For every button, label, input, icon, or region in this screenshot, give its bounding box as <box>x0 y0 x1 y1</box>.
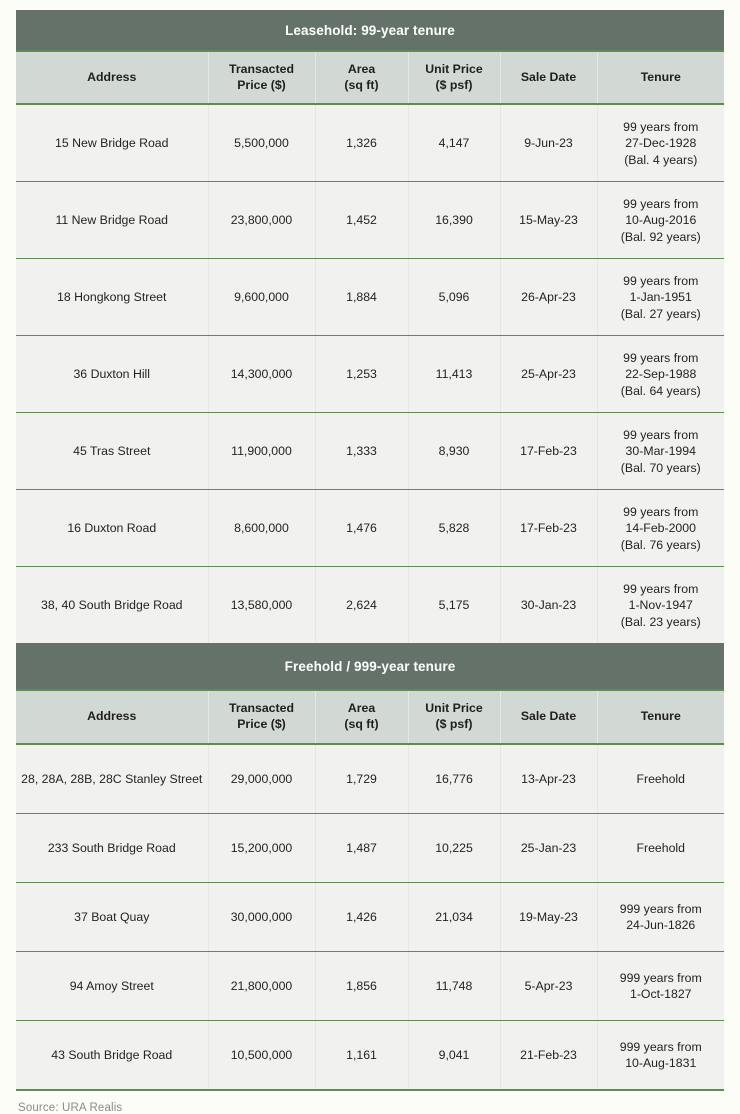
tenure-line-1: 99 years from <box>623 351 699 366</box>
cell-sale-date: 25-Jan-23 <box>500 813 597 882</box>
cell-price: 11,900,000 <box>208 413 315 490</box>
header-line-2: (sq ft) <box>344 717 379 732</box>
header-line-2: Price ($) <box>237 717 286 732</box>
cell-unit-price: 8,930 <box>408 413 500 490</box>
cell-price: 10,500,000 <box>208 1020 315 1089</box>
cell-sale-date: 13-Apr-23 <box>500 744 597 814</box>
header-line-1: Address <box>87 69 137 84</box>
tenure-line-1: 999 years from <box>619 970 702 985</box>
header-line-1: Tenure <box>640 69 681 84</box>
table-row <box>16 104 724 182</box>
table-row <box>16 413 724 490</box>
header-line-1: Sale Date <box>520 709 577 724</box>
tenure-line-2: 27-Dec-1928 <box>625 136 697 151</box>
tenure-line-3: (Bal. 76 years) <box>620 537 701 552</box>
tenure-line-2: 1-Oct-1827 <box>629 986 692 1001</box>
cell-price: 14,300,000 <box>208 336 315 413</box>
cell-unit-price: 9,041 <box>408 1020 500 1089</box>
tenure-line-1: 99 years from <box>623 428 699 443</box>
cell-area: 1,161 <box>315 1020 408 1089</box>
tenure-line-1: 999 years from <box>619 901 702 916</box>
transactions-table-leasehold <box>16 52 724 643</box>
column-header-address <box>16 52 208 104</box>
header-line-1: Area <box>347 701 376 716</box>
cell-tenure <box>597 182 724 259</box>
cell-sale-date: 21-Feb-23 <box>500 1020 597 1089</box>
header-line-1: Sale Date <box>520 69 577 84</box>
cell-price: 30,000,000 <box>208 882 315 951</box>
header-row <box>16 52 724 104</box>
tenure-line-1: Freehold <box>636 771 686 786</box>
cell-sale-date: 30-Jan-23 <box>500 567 597 644</box>
column-header-unit-price <box>408 691 500 743</box>
cell-area: 1,426 <box>315 882 408 951</box>
tenure-line-1: 99 years from <box>623 274 699 289</box>
column-header-sale-date <box>500 691 597 743</box>
cell-tenure <box>597 567 724 644</box>
cell-sale-date: 26-Apr-23 <box>500 259 597 336</box>
header-line-2: (sq ft) <box>344 77 379 92</box>
column-header-area <box>315 52 408 104</box>
cell-address: 15 New Bridge Road <box>16 104 208 182</box>
header-line-2: ($ psf) <box>435 77 473 92</box>
header-line-1: Address <box>87 709 137 724</box>
tenure-line-3: (Bal. 27 years) <box>620 306 701 321</box>
cell-price: 15,200,000 <box>208 813 315 882</box>
cell-sale-date: 17-Feb-23 <box>500 490 597 567</box>
cell-price: 9,600,000 <box>208 259 315 336</box>
cell-area: 1,452 <box>315 182 408 259</box>
cell-sale-date: 19-May-23 <box>500 882 597 951</box>
table-header-freehold <box>16 691 724 743</box>
cell-area: 1,729 <box>315 744 408 814</box>
cell-address: 18 Hongkong Street <box>16 259 208 336</box>
tenure-line-1: 99 years from <box>623 582 699 597</box>
column-header-transacted-price <box>208 691 315 743</box>
table-row <box>16 744 724 814</box>
cell-price: 5,500,000 <box>208 104 315 182</box>
cell-unit-price: 16,390 <box>408 182 500 259</box>
cell-unit-price: 5,096 <box>408 259 500 336</box>
table-row <box>16 259 724 336</box>
tenure-line-2: 1-Nov-1947 <box>628 598 693 613</box>
cell-tenure <box>597 490 724 567</box>
cell-price: 21,800,000 <box>208 951 315 1020</box>
cell-area: 1,476 <box>315 490 408 567</box>
column-header-tenure <box>597 52 724 104</box>
table-row <box>16 336 724 413</box>
table-block-leasehold <box>16 10 724 643</box>
header-line-1: Transacted <box>229 62 294 76</box>
cell-area: 1,333 <box>315 413 408 490</box>
source-note: Source: URA Realis <box>18 1101 123 1114</box>
cell-tenure <box>597 104 724 182</box>
cell-area: 1,326 <box>315 104 408 182</box>
cell-area: 1,253 <box>315 336 408 413</box>
cell-tenure <box>597 336 724 413</box>
table-row <box>16 882 724 951</box>
cell-sale-date: 15-May-23 <box>500 182 597 259</box>
table-row <box>16 490 724 567</box>
column-header-sale-date <box>500 52 597 104</box>
tenure-line-1: 99 years from <box>623 197 699 212</box>
cell-address: 94 Amoy Street <box>16 951 208 1020</box>
cell-tenure <box>597 259 724 336</box>
column-header-unit-price <box>408 52 500 104</box>
tenure-line-2: 30-Mar-1994 <box>625 444 696 459</box>
tenure-line-1: Freehold <box>636 840 686 855</box>
tenure-line-1: 99 years from <box>623 120 699 135</box>
cell-unit-price: 21,034 <box>408 882 500 951</box>
tenure-line-2: 1-Jan-1951 <box>629 290 692 305</box>
cell-sale-date: 5-Apr-23 <box>500 951 597 1020</box>
cell-unit-price: 4,147 <box>408 104 500 182</box>
cell-price: 13,580,000 <box>208 567 315 644</box>
cell-unit-price: 11,413 <box>408 336 500 413</box>
cell-address: 37 Boat Quay <box>16 882 208 951</box>
tenure-line-3: (Bal. 4 years) <box>624 152 698 167</box>
cell-tenure <box>597 951 724 1020</box>
cell-address: 233 South Bridge Road <box>16 813 208 882</box>
header-line-1: Tenure <box>640 709 681 724</box>
header-line-1: Transacted <box>229 701 294 716</box>
cell-address: 16 Duxton Road <box>16 490 208 567</box>
column-header-address <box>16 691 208 743</box>
header-line-1: Unit Price <box>425 701 483 716</box>
tenure-line-3: (Bal. 70 years) <box>620 460 701 475</box>
cell-unit-price: 10,225 <box>408 813 500 882</box>
cell-tenure <box>597 413 724 490</box>
header-line-1: Area <box>347 62 376 76</box>
cell-unit-price: 11,748 <box>408 951 500 1020</box>
cell-tenure <box>597 744 724 814</box>
header-line-1: Unit Price <box>425 62 483 76</box>
column-header-area <box>315 691 408 743</box>
cell-sale-date: 25-Apr-23 <box>500 336 597 413</box>
tenure-line-2: 22-Sep-1988 <box>625 367 697 382</box>
cell-address: 36 Duxton Hill <box>16 336 208 413</box>
tenure-line-3: (Bal. 92 years) <box>620 229 701 244</box>
tenure-line-2: 14-Feb-2000 <box>625 521 696 536</box>
transactions-table-freehold <box>16 691 724 1088</box>
table-row <box>16 1020 724 1089</box>
tenure-line-3: (Bal. 64 years) <box>620 383 701 398</box>
cell-address: 38, 40 South Bridge Road <box>16 567 208 644</box>
table-row <box>16 567 724 644</box>
table-block-freehold <box>16 643 724 1088</box>
table-body-freehold <box>16 744 724 1089</box>
column-header-tenure <box>597 691 724 743</box>
table-row <box>16 182 724 259</box>
tenure-line-2: 10-Aug-2016 <box>625 213 697 228</box>
cell-address: 28, 28A, 28B, 28C Stanley Street <box>16 744 208 814</box>
cell-unit-price: 5,175 <box>408 567 500 644</box>
cell-price: 29,000,000 <box>208 744 315 814</box>
cell-area: 1,487 <box>315 813 408 882</box>
header-line-2: Price ($) <box>237 77 286 92</box>
tenure-line-1: 99 years from <box>623 505 699 520</box>
cell-price: 8,600,000 <box>208 490 315 567</box>
cell-area: 2,624 <box>315 567 408 644</box>
tenure-line-2: 24-Jun-1826 <box>626 917 696 932</box>
cell-sale-date: 9-Jun-23 <box>500 104 597 182</box>
cell-address: 43 South Bridge Road <box>16 1020 208 1089</box>
tenure-line-2: 10-Aug-1831 <box>625 1055 697 1070</box>
cell-address: 11 New Bridge Road <box>16 182 208 259</box>
cell-sale-date: 17-Feb-23 <box>500 413 597 490</box>
section-band-leasehold: Leasehold: 99-year tenure <box>16 10 724 52</box>
tenure-line-3: (Bal. 23 years) <box>620 614 701 629</box>
table-body-leasehold <box>16 104 724 643</box>
cell-area: 1,856 <box>315 951 408 1020</box>
tenure-line-1: 999 years from <box>619 1039 702 1054</box>
cell-tenure <box>597 1020 724 1089</box>
header-line-2: ($ psf) <box>435 717 473 732</box>
cell-unit-price: 5,828 <box>408 490 500 567</box>
cell-tenure <box>597 882 724 951</box>
header-row <box>16 691 724 743</box>
cell-address: 45 Tras Street <box>16 413 208 490</box>
cell-area: 1,884 <box>315 259 408 336</box>
cell-price: 23,800,000 <box>208 182 315 259</box>
table-header-leasehold <box>16 52 724 104</box>
table-row <box>16 951 724 1020</box>
section-band-freehold: Freehold / 999-year tenure <box>16 643 724 691</box>
column-header-transacted-price <box>208 52 315 104</box>
cell-unit-price: 16,776 <box>408 744 500 814</box>
